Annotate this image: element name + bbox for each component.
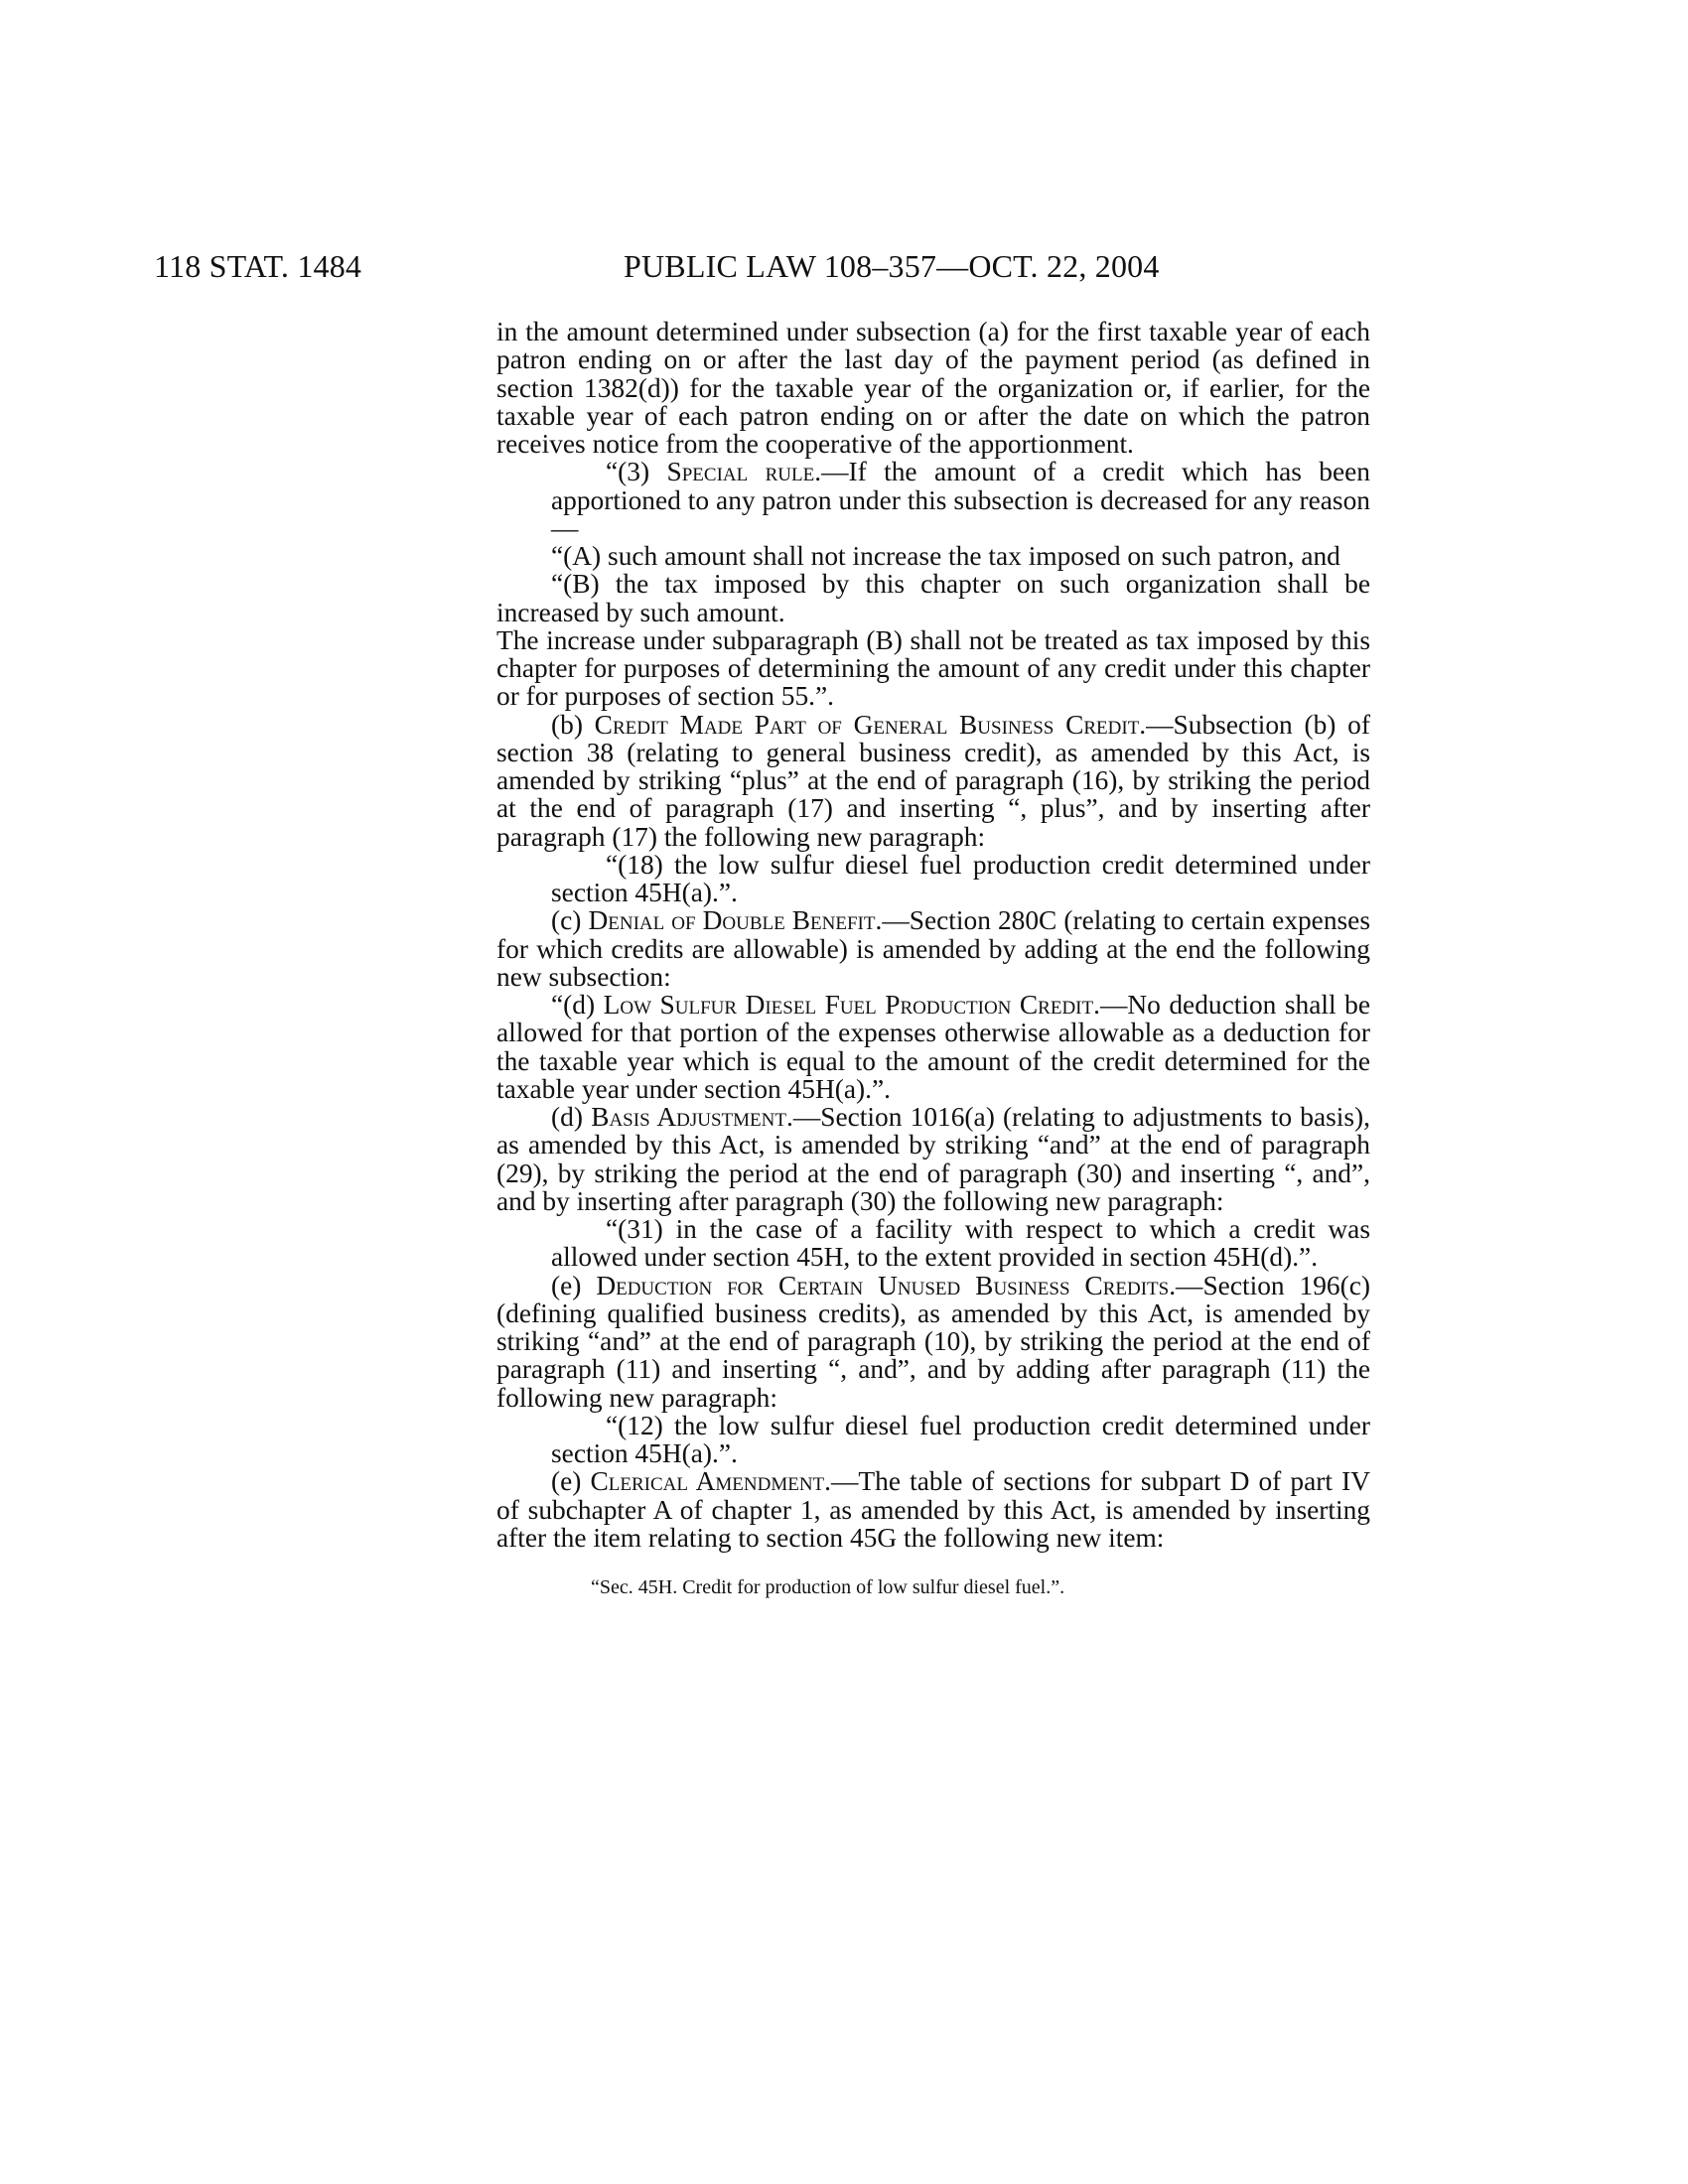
body-text	[496, 318, 1370, 1601]
statute-page-number: 118 STAT. 1484	[154, 248, 362, 284]
quoted-paragraph-18: “(18) the low sulfur diesel fuel production credit determined under section 45H(a).”.	[551, 849, 1370, 907]
paragraph-continuation: in the amount determined under subsection (a) for the first taxable year of each patron ending on or after the last day of the payment period (as defined in section 1382(d)) for the taxable year of the organization or, if earlier, for the taxable year of each patron ending on or after the date on which the patron receives notice from the cooperative of the apportionment.	[496, 317, 1370, 459]
section-heading: Credit Made Part of General Business Credit.	[594, 709, 1147, 740]
subparagraph-b: “(B) the tax imposed by this chapter on such organization shall be increased by such amount.	[496, 569, 1370, 627]
section-heading: Basis Adjustment.	[591, 1102, 793, 1132]
paragraph-d: (d) Basis Adjustment.—Section 1016(a) (relating to adjustments to basis), as amended by this Act, is amended by striking “and” at the end of paragraph (29), by striking the period at the end of paragraph (30) and inserting “, and”, and by inserting after paragraph (30) the following new paragraph:	[496, 1102, 1370, 1216]
quoted-paragraph-31: “(31) in the case of a facility with respect to which a credit was allowed under section 45H, to the extent provided in section 45H(d).”.	[551, 1214, 1370, 1273]
paragraph-e-clerical: (e) Clerical Amendment.—The table of sections for subpart D of part IV of subchapter A of chapter 1, as amended by this Act, is amended by inserting after the item relating to section 45G the following new item:	[496, 1466, 1371, 1553]
section-heading: Deduction for Certain Unused Business Credits.	[596, 1270, 1177, 1300]
paragraph-flush: The increase under subparagraph (B) shall not be treated as tax imposed by this chapter for purposes of determining the amount of any credit under this chapter or for purposes of section 55.”.	[496, 624, 1370, 712]
paragraph-b: (b) Credit Made Part of General Business Credit.—Subsection (b) of section 38 (relating to general business credit), as amended by this Act, is amended by striking “plus” at the end of paragraph (16), by striking the period at the end of paragraph (17) and inserting “, plus”, and by inserting after paragraph (17) the following new paragraph:	[496, 709, 1370, 852]
running-header-title: PUBLIC LAW 108–357—OCT. 22, 2004	[624, 248, 1160, 284]
section-heading: Clerical Amendment.	[590, 1466, 832, 1497]
section-heading: Denial of Double Benefit.	[588, 905, 883, 936]
quoted-subsection-d: “(d) Low Sulfur Diesel Fuel Production Credit.—No deduction shall be allowed for that portion of the expenses otherwise allowable as a deduction for the taxable year which is equal to the amount of the credit determined for the taxable year under section 45H(a).”.	[496, 990, 1370, 1104]
paragraph-special-rule: “(3) Special rule.—If the amount of a credit which has been apportioned to any patron under this subsection is decreased for any reason—	[551, 457, 1370, 543]
section-heading: Low Sulfur Diesel Fuel Production Credit.	[603, 990, 1100, 1020]
section-heading: Special rule.	[666, 457, 822, 487]
subparagraph-a: “(A) such amount shall not increase the tax imposed on such patron, and	[551, 541, 1340, 571]
paragraph-e-deduction: (e) Deduction for Certain Unused Business Credits.—Section 196(c) (defining qualified business credits), as amended by this Act, is amended by striking “and” at the end of paragraph (10), by striking the period at the end of paragraph (11) and inserting “, and”, and by adding after paragraph (11) the following new paragraph:	[496, 1270, 1370, 1413]
quoted-paragraph-12: “(12) the low sulfur diesel fuel production credit determined under section 45H(a).”.	[551, 1410, 1370, 1468]
table-of-sections-item: “Sec. 45H. Credit for production of low sulfur diesel fuel.”.	[591, 1576, 1065, 1598]
paragraph-c: (c) Denial of Double Benefit.—Section 280C (relating to certain expenses for which credits are allowable) is amended by adding at the end the following new subsection:	[496, 905, 1370, 992]
